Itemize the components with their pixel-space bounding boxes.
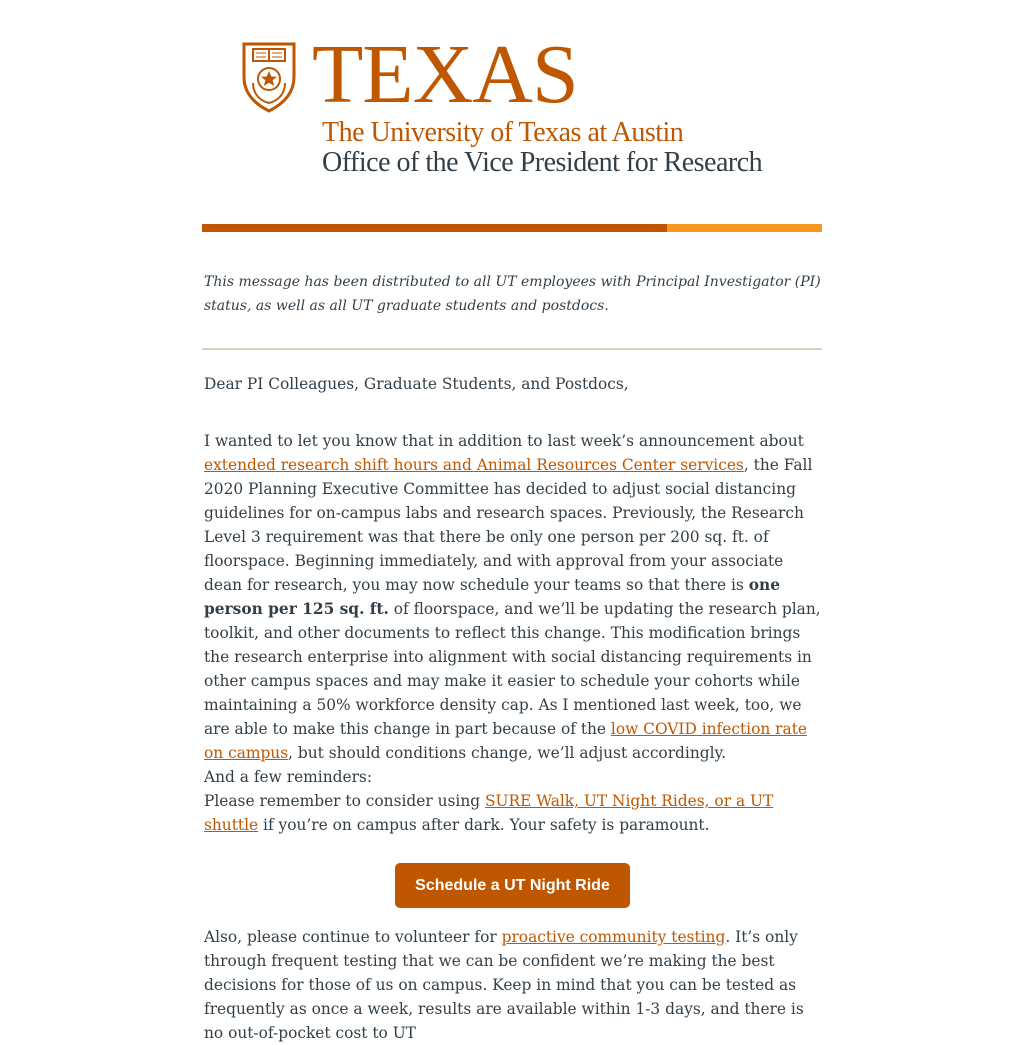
para1-text-4: , but should conditions change, we’ll adjust accordingly.: [288, 744, 727, 762]
distribution-notice: This message has been distributed to all UT employees with Principal Investigator (PI) status, as well as all UT graduate students and postdocs.: [204, 274, 821, 314]
covid-rate-link[interactable]: low COVID infection rate on campus: [204, 720, 807, 762]
schedule-night-ride-button[interactable]: Schedule a UT Night Ride: [395, 863, 630, 908]
reminders-heading: And a few reminders:: [204, 768, 373, 786]
office-name: Office of the Vice President for Research: [322, 147, 763, 178]
header-bar-primary: [202, 224, 667, 232]
para2-text-1: Please remember to consider using: [204, 792, 485, 810]
texas-wordmark: TEXAS: [312, 28, 578, 121]
community-testing-link[interactable]: proactive community testing: [501, 928, 726, 946]
para1-text-2: , the Fall 2020 Planning Executive Committee has decided to adjust social distancing guidelines for on-campus labs and research spaces. Previously, the Research Level 3 requirement was that there be only one person per 200 sq. ft. of floorspace. Beginning immediately, and with approval from your associate dean for research, you may now schedule your teams so that there is: [204, 456, 813, 594]
greeting: Dear PI Colleagues, Graduate Students, and Postdocs,: [204, 375, 629, 393]
university-name: The University of Texas at Austin: [322, 117, 684, 148]
para2-text-2: if you’re on campus after dark. Your safety is paramount.: [258, 816, 710, 834]
density-highlight: one person per 125 sq. ft.: [204, 576, 780, 618]
paragraph-announcement: [202, 429, 824, 765]
paragraph-reminders: [202, 765, 824, 837]
para1-text-1: I wanted to let you know that in addition to last week’s announcement about: [204, 432, 804, 450]
safety-rides-link[interactable]: SURE Walk, UT Night Rides, or a UT shuttle: [204, 792, 774, 834]
para1-text-3: of floorspace, and we’ll be updating the research plan, toolkit, and other documents to reflect this change. This modification brings the research enterprise into alignment with social distancing requirements in other campus spaces and may make it easier to schedule your cohorts while maintaining a 50% workforce density cap. As I mentioned last week, too, we are able to make this change in part because of the: [204, 600, 821, 738]
header-bar-accent: [667, 224, 822, 232]
para3-text-2: . It’s only through frequent testing that we can be confident we’re making the best decisions for those of us on campus. Keep in mind that you can be tested as frequently as once a week, results are available within 1-3 days, and there is no out-of-pocket cost to UT: [204, 928, 804, 1042]
para3-text-1: Also, please continue to volunteer for: [204, 928, 502, 946]
paragraph-testing: [202, 925, 824, 1045]
divider: [202, 348, 822, 350]
extended-hours-link[interactable]: extended research shift hours and Animal Resources Center services: [204, 456, 744, 474]
ut-shield-icon: [241, 41, 297, 113]
